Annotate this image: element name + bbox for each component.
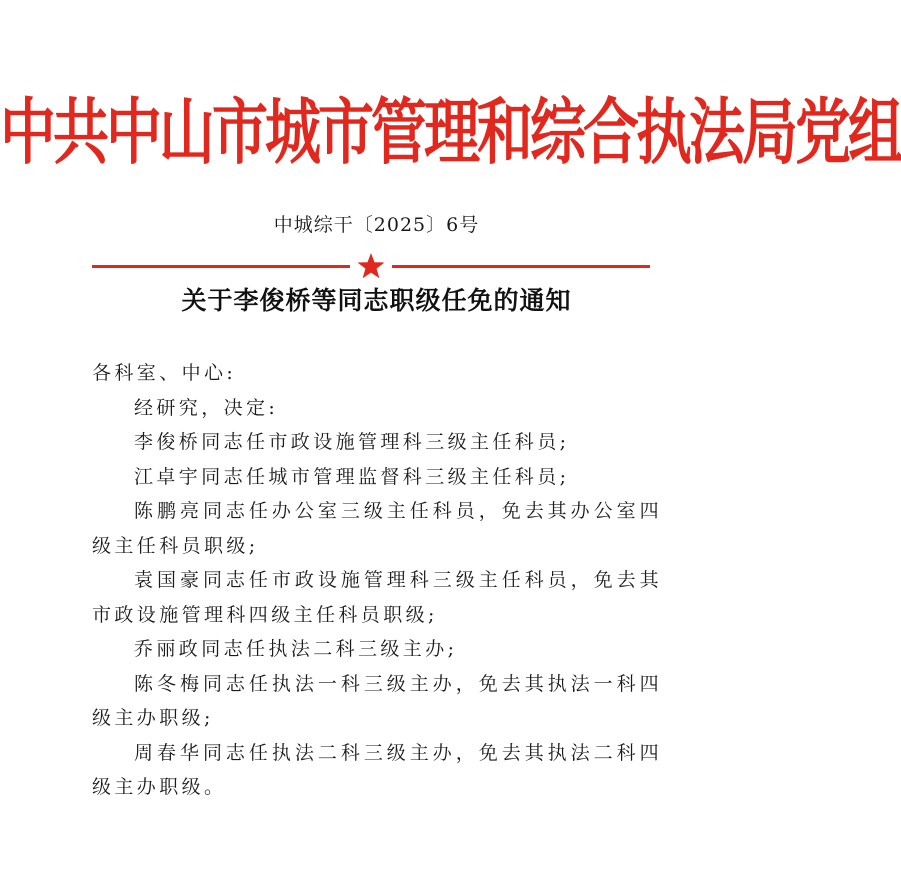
appointment-item: 周春华同志任执法二科三级主办，免去其执法二科四级主办职级。 [92, 741, 662, 798]
document-body [92, 356, 662, 805]
divider-line-right [392, 265, 650, 268]
appointment-item: 陈冬梅同志任执法一科三级主办，免去其执法一科四级主办职级; [92, 672, 662, 729]
appointment-item: 乔丽政同志任执法二科三级主办; [134, 638, 458, 660]
red-divider [92, 250, 650, 280]
appointment-item: 江卓宇同志任城市管理监督科三级主任科员; [134, 465, 570, 488]
organization-header: 中共中山市城市管理和综合执法局党组 [0, 91, 901, 176]
document-title: 关于李俊桥等同志职级任免的通知 [181, 286, 572, 315]
appointment-item: 袁国豪同志任市政设施管理科三级主任科员，免去其市政设施管理科四级主任科员职级; [92, 569, 662, 626]
decision-intro: 经研究，决定: [134, 396, 279, 419]
document-number: 中城综干〔2025〕6号 [273, 214, 480, 236]
divider-line-left [92, 265, 350, 268]
appointment-item: 李俊桥同志任市政设施管理科三级主任科员; [134, 431, 570, 453]
salutation: 各科室、中心: [92, 362, 237, 384]
appointment-item: 陈鹏亮同志任办公室三级主任科员，免去其办公室四级主任科员职级; [92, 500, 662, 557]
star-icon [356, 252, 386, 280]
